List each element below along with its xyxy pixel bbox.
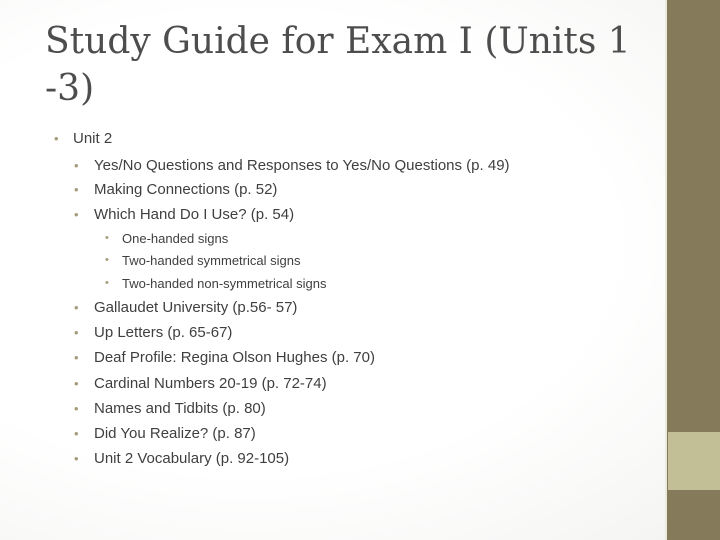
list-item-label: Unit 2 — [73, 130, 113, 147]
bullet-icon: • — [74, 300, 79, 315]
list-item — [74, 349, 375, 366]
list-item — [74, 206, 295, 223]
list-item-label: Which Hand Do I Use? (p. 54) — [94, 206, 295, 223]
bullet-icon: • — [54, 131, 59, 146]
bullet-icon: • — [74, 350, 79, 365]
list-item — [74, 450, 290, 467]
bullet-icon: • — [74, 207, 79, 222]
sub-list-item — [105, 276, 327, 291]
list-item — [74, 181, 278, 198]
list-item-label: Gallaudet University (p.56- 57) — [94, 299, 298, 316]
list-item-unit — [54, 130, 113, 147]
list-item-label: Cardinal Numbers 20-19 (p. 72-74) — [94, 375, 327, 392]
list-item — [74, 400, 266, 417]
list-item-label: Yes/No Questions and Responses to Yes/No Questions (p. 49) — [94, 157, 510, 174]
sub-list-item-label: Two-handed non-symmetrical signs — [122, 276, 327, 291]
list-item — [74, 324, 233, 341]
list-item-label: Names and Tidbits (p. 80) — [94, 400, 266, 417]
list-item-label: Unit 2 Vocabulary (p. 92-105) — [94, 450, 290, 467]
bullet-icon: • — [74, 158, 79, 173]
list-item — [74, 157, 510, 174]
sub-list-item-label: One-handed signs — [122, 231, 229, 246]
bullet-icon: • — [105, 254, 109, 266]
sub-list-item — [105, 231, 229, 246]
list-item — [74, 299, 298, 316]
sidebar-accent-block — [668, 432, 720, 490]
bullet-icon: • — [74, 325, 79, 340]
list-item-label: Up Letters (p. 65-67) — [94, 324, 233, 341]
bullet-icon: • — [74, 401, 79, 416]
slide-title: Study Guide for Exam I (Units 1 -3) — [45, 21, 631, 109]
list-item — [74, 375, 327, 392]
list-item-label: Deaf Profile: Regina Olson Hughes (p. 70) — [94, 349, 375, 366]
bullet-icon: • — [105, 232, 109, 244]
list-item-label: Did You Realize? (p. 87) — [94, 425, 256, 442]
sidebar-divider — [665, 0, 667, 540]
list-item — [74, 425, 256, 442]
sub-list-item — [105, 253, 301, 268]
bullet-icon: • — [74, 426, 79, 441]
bullet-icon: • — [74, 451, 79, 466]
bullet-icon: • — [74, 376, 79, 391]
sub-list-item-label: Two-handed symmetrical signs — [122, 253, 301, 268]
bullet-icon: • — [74, 182, 79, 197]
list-item-label: Making Connections (p. 52) — [94, 181, 278, 198]
bullet-icon: • — [105, 277, 109, 289]
